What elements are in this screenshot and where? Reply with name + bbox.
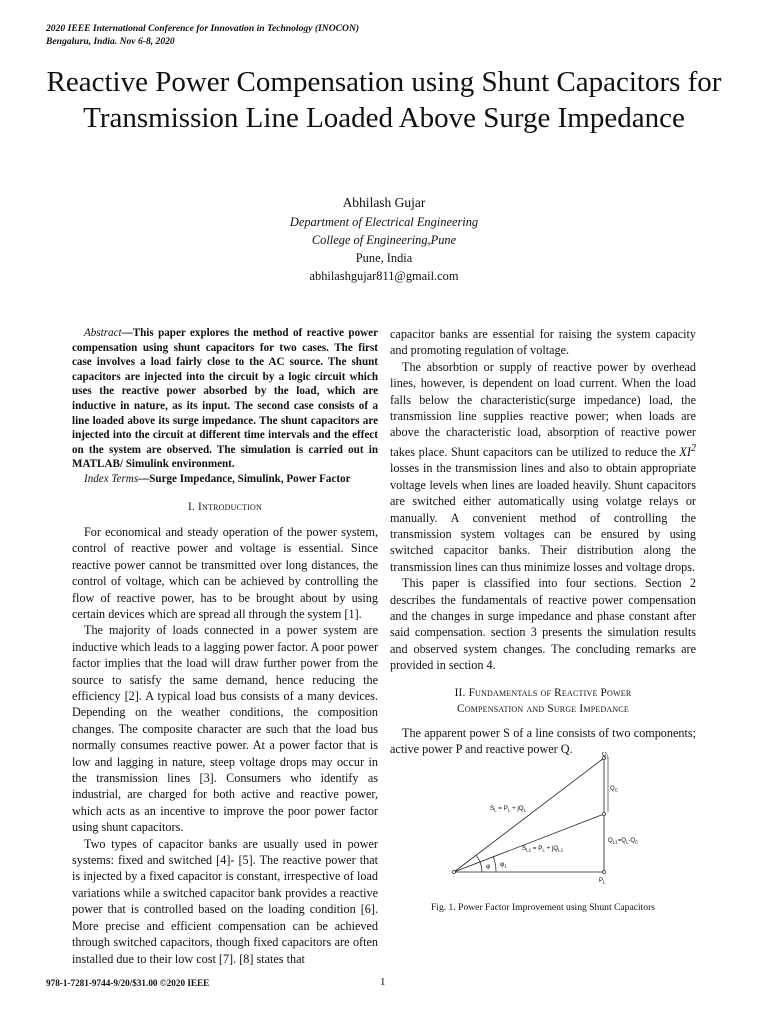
sl1-line	[454, 814, 604, 872]
base-node	[603, 871, 606, 874]
section-1-title: Introduction	[198, 500, 262, 513]
author-city: Pune, India	[355, 251, 413, 265]
xi-squared-math: $XI^2$	[679, 442, 696, 459]
author-college: College of Engineering,Pune	[311, 233, 457, 247]
section-2-title-line-2: Compensation and Surge Impedance	[456, 702, 629, 715]
power-triangle-diagram	[452, 752, 680, 886]
outline-paragraph: This paper is classified into four sections. Section 2 describes the fundamentals of reactive power compensation and the changes in surge impedance and phase constant after said compensation. section 3 presents the simulation results and observed system changes. The concluding remarks are provided in section 4.	[390, 576, 696, 673]
left-column	[72, 326, 378, 967]
index-terms-label: Index Terms	[84, 472, 139, 485]
label-phi1: $\varphi_1$	[500, 861, 507, 869]
section-2-paragraph: The apparent power S of a line consists of two components; active power P and reactive power Q.	[390, 725, 696, 756]
figure-caption: Fig. 1. Power Factor Improvement using Shunt Capacitors	[430, 902, 656, 913]
abstract-label: Abstract	[84, 327, 122, 339]
page-number: 1	[380, 976, 386, 988]
label-ql1: $Q_{L1}=Q_L-Q_C$	[608, 838, 639, 845]
label-sl: $S_L = P_L + jQ_L$	[490, 805, 527, 813]
abstract-text: —This paper explores the method of reactive power compensation using shunt capacitors for two cases. The first case involves a load fairly close to the AC source. The shunt capacitors are injected into the circuit by a logic circuit which uses the reactive power absorbed by the load, which are inductive in nature, as its input. The second case consists of a line loaded above its surge impedance. The shunt capacitors are injected into the circuit at different time intervals and the effect on the system are observed. The simulation is carried out in MATLAB/ Simulink environment.	[72, 327, 378, 471]
surge-paragraph-text-b: losses in the transmission lines and also to obtain appropriate voltage levels when lines are loaded heavily. Shunt capacitors are switched either automatically using volatge relays or manually. A convenient method of controlling the transmission system voltages can be ensured by using switched capacitor banks. Their distribution along the transmission lines can thus minimize losses and voltage drops.	[390, 461, 696, 574]
conference-header	[46, 22, 359, 48]
origin-node	[453, 871, 456, 874]
index-terms-text: —Surge Impedance, Simulink, Power Factor	[138, 472, 351, 485]
abstract	[72, 326, 378, 472]
conference-line-2: Bengaluru, India. Nov 6-8, 2020	[46, 36, 175, 47]
index-terms	[72, 472, 378, 487]
conference-line-1: 2020 IEEE International Conference for Innovation in Technology (INOCON)	[46, 23, 360, 34]
author-name: Abhilash Gujar	[342, 195, 426, 210]
intro-paragraph-3: Two types of capacitor banks are usually used in power systems: fixed and switched [4]- [5]. The reactive power that is injected by a fixed capacitor is constant, irrespective of load variations while a switched capacitor bank provides a reactive power that is controlled based on the loading condition [6]. More precise and efficient compensation can be achieved through switched capacitors, though fixed capacitors are often installed due to their low cost [7]. [8] states that	[72, 836, 378, 966]
label-ql: $Q_L$	[602, 752, 610, 759]
surge-paragraph-text-a: The absorbtion or supply of reactive power by overhead lines, however, is dependent on load current. When the load falls below the characteristic(surge impedance) load, the transmission line supplies reactive power; when loads are above the characteristic load, absorption of reactive power takes place. Shunt capacitors can be utilized to reduce the	[390, 359, 696, 459]
angle-arc-phi1	[493, 856, 496, 872]
section-2-title-line-1: Fundamentals of Reactive Power	[468, 686, 632, 699]
intro-paragraph-1: For economical and steady operation of the power system, control of reactive power and voltage is essential. Since reactive power cannot be transmitted over long distances, the control of voltage, which can be achieved by controlling the flow of reactive power, has to be brought about by using certain devices which are spread all through the system [1].	[72, 524, 378, 621]
section-2-numeral: II.	[454, 686, 466, 699]
surge-paragraph	[390, 359, 696, 575]
footer-isbn: 978-1-7281-9744-9/20/$31.00 ©2020 IEEE	[46, 978, 210, 988]
author-email: abhilashgujar811@gmail.com	[309, 269, 459, 283]
section-1-heading	[72, 499, 378, 515]
sl-hypotenuse	[454, 758, 604, 872]
label-pl: $P_L$	[599, 878, 606, 885]
mid-node	[603, 813, 606, 816]
section-2-heading	[390, 685, 696, 717]
paper-title: Reactive Power Compensation using Shunt Capacitors for Transmission Line Loaded Above Surge Impedance	[46, 66, 722, 134]
label-qc: $Q_C$	[610, 786, 618, 793]
label-phi: φ	[486, 863, 491, 870]
intro-paragraph-2: The majority of loads connected in a power system are inductive which leads to a lagging power factor. A poor power factor implies that the load will draw further power from the source to satisfy the same demand, hence reducing the efficiency [2]. A typical load bus consists of a many devices. Depending on the weather conditions, the composition changes. The composite character are such that the load bus normally consumes reactive power. At a power factor that is low and lagging in nature, steep voltage drops may occur in the transmission lines [3]. Consumers who identify as industrial, are charged for both active and reactive power, which acts as an incentive to improve the poor power factor using shunt capacitors.	[72, 623, 378, 835]
label-sl1: $S_{L1} = P_L + jQ_{L1}$	[522, 845, 564, 853]
right-column	[390, 326, 696, 757]
continuation-paragraph: capacitor banks are essential for raising the system capacity and promoting regulation of voltage.	[390, 327, 696, 358]
section-1-numeral: I.	[188, 500, 196, 513]
author-department: Department of Electrical Engineering	[289, 215, 479, 229]
author-block	[134, 194, 634, 285]
